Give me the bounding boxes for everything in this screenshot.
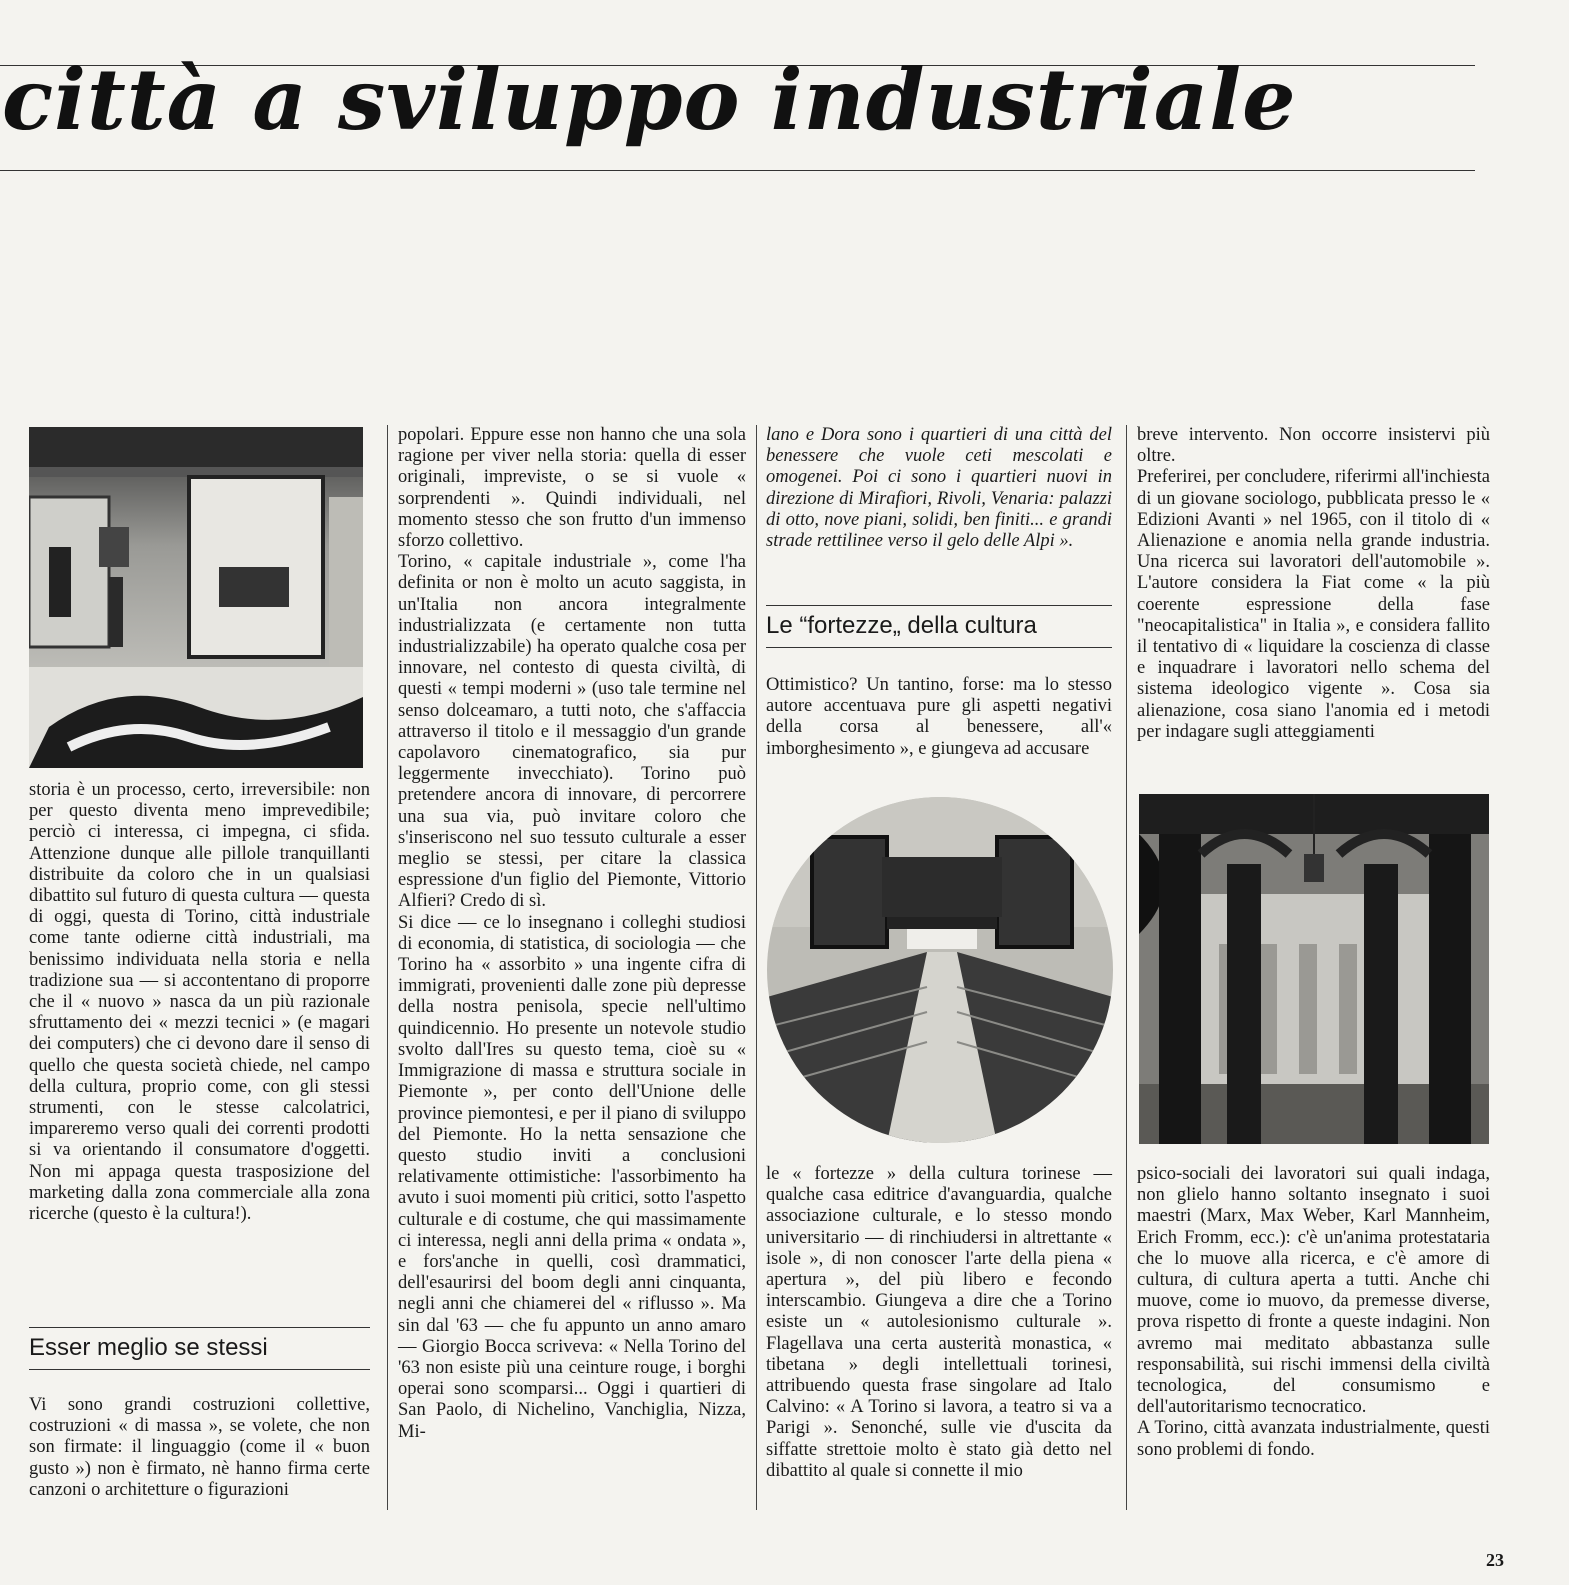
column-2	[398, 425, 746, 1443]
col4-paragraph-2: Preferirei, per concludere, riferirmi all'inchiesta di un giovane sociologo, pubblicata presso le « Edizioni Avanti » nel 1965, con il titolo di « Alienazione e anomia nella grande industria. Una ricerca sui lavoratori dell'automobile ». L'autore considera la Fiat come « la più coerente espressione della fase "neocapitalistica" in Italia », e considera fallito il tentativo di « liquidare la coscienza di classe e inquadrare i lavoratori nello schema del sistema ideologico vigente ». Cosa sia alienazione, cosa siano l'anomia ed i metodi per indagare sugli atteggiamenti	[1137, 467, 1490, 742]
lecture-hall-photo	[767, 797, 1113, 1143]
column-3-bottom	[766, 1164, 1112, 1482]
col4-paragraph-1: breve intervento. Non occorre insistervi più oltre.	[1137, 425, 1490, 467]
exhibition-photo	[29, 427, 363, 768]
col4-paragraph-4: A Torino, città avanzata industrialmente, questi sono problemi di fondo.	[1137, 1418, 1490, 1460]
page-headline: città a sviluppo industriale	[2, 50, 1297, 149]
subhead-fortezze: Le “fortezze„ della cultura	[766, 605, 1112, 648]
column-1-bottom	[29, 1395, 370, 1501]
col2-paragraph-2: Torino, « capitale industriale », come l'ha definita or non è molto un acuto saggista, in un'Italia non ancora integralmente industrializzata (e certamente non tutta industrializzabile) ha operato qualche cosa per innovare, nel contesto di questa civiltà, di questi « tempi moderni » (uso tale termine nel senso dolceamaro, a tutti noto, che s'affaccia attraverso il titolo e il messaggio d'un grande capolavoro cinematografico, sia pur leggermente invecchiato). Torino può pretendere ancora di innovare, di percorrere una sua via, può invitare coloro che s'inseriscono nel suo tessuto culturale a esser meglio se stessi, per citare la classica espressione d'un figlio del Piemonte, Vittorio Alfieri? Credo di sì.	[398, 552, 746, 912]
col2-paragraph-1: popolari. Eppure esse non hanno che una sola ragione per viver nella storia: quella di esser originali, impreviste, o se si vuole « sorprendenti ». Quindi individuali, nel momento stesso che son frutto d'un immenso sforzo collettivo.	[398, 425, 746, 552]
column-rule-1	[387, 425, 388, 1510]
column-rule-2	[756, 425, 757, 1510]
col1-paragraph-1: storia è un processo, certo, irreversibile: non per questo diventa meno imprevedibile; perciò ci interessa, ci impegna, ci sfida. Attenzione dunque alle pillole tranquillanti distribuite da coloro che in un qualsiasi dibattito sul futuro di questa cultura — questa di oggi, questa di Torino, città industriale come tante odierne città industriali, ma benissimo individuata nella storia e nella tradizione sua — si accontentano di proporre che il « nuovo » nasca da un più razionale sfruttamento dei « mezzi tecnici » (e magari dei computers) che ci devono dare il senso di quello che questa società chiede, nel campo della cultura, proprio come, con gli stessi strumenti, con le stesse calcolatrici, impareremo verso quali dei correnti prodotti si va orientando il consumatore d'oggetti. Non mi appaga questa trasposizione del marketing dalla zona commerciale alla zona ricerche (questo è la cultura!).	[29, 780, 370, 1225]
col1-paragraph-2: Vi sono grandi costruzioni collettive, costruzioni « di massa », se volete, che non son firmate: il linguaggio (come il « buon gusto ») non è firmato, nè hanno firma certe canzoni o architetture o figurazioni	[29, 1395, 370, 1500]
column-3-mid	[766, 675, 1112, 760]
column-rule-3	[1126, 425, 1127, 1510]
col3-paragraph-2: Ottimistico? Un tantino, forse: ma lo stesso autore accentuava pure gli aspetti negativi della corsa al benessere, all'« imborghesimento », e giungeva ad accusare	[766, 675, 1112, 759]
subhead-esser-meglio: Esser meglio se stessi	[29, 1327, 370, 1370]
courtyard-arcade-photo	[1139, 794, 1489, 1144]
col2-paragraph-3: Si dice — ce lo insegnano i colleghi studiosi di economia, di statistica, di sociologia — che Torino ha « assorbito » una ingente cifra di immigrati, provenienti dalle zone più depresse della nostra penisola, specie nell'ultimo quindicennio. Ho presente un notevole studio svolto dall'Ires su questo tema, cioè su « Immigrazione di massa e struttura sociale in Piemonte », per conto dell'Unione delle province piemontesi, e per il piano di sviluppo del Piemonte. Ho la netta sensazione che questo studio inviti a conclusioni relativamente ottimistiche: l'assorbimento ha avuto i suoi momenti più critici, sotto l'aspetto culturale e di costume, che qui massimamente ci interessa, negli anni della prima « ondata », e fors'anche in quelli, così drammatici, dell'esaurirsi del boom degli anni cinquanta, negli anni che chiamerei del « riflusso ». Ma sin dal '63 — che fu appunto un anno amaro — Giorgio Bocca scriveva: « Nella Torino del '63 non esiste più una ceinture rouge, i borghi operai sono scomparsi... Oggi i quartieri di San Paolo, di Nichelino, Vanchiglia, Nizza, Mi-	[398, 912, 746, 1442]
column-4-top	[1137, 425, 1490, 743]
page-number: 23	[1486, 1550, 1504, 1570]
column-3-top	[766, 425, 1112, 552]
col3-paragraph-1: lano e Dora sono i quartieri di una città del benessere che vuole ceti mescolati e omogenei. Poi ci sono i quartieri nuovi in direzione di Mirafiori, Rivoli, Venaria: palazzi di otto, nove piani, solidi, ben finiti... e grandi strade rettilinee verso il gelo delle Alpi ».	[766, 425, 1112, 552]
col4-paragraph-3: psico-sociali dei lavoratori sui quali indaga, non glielo hanno soltanto insegnato i suoi maestri (Marx, Max Weber, Karl Mannheim, Erich Fromm, ecc.): c'è un'anima protestataria che lo muove alla ricerca, e c'è amore di cultura, di cultura aperta a tutti. Anche chi muove, come io muovo, da premesse diverse, prova rispetto di fronte a queste indagini. Non avremo mai meditato abbastanza sulle responsabilità, sui rischi immensi della civiltà tecnologica, del consumismo e dell'autoritarismo tecnocratico.	[1137, 1164, 1490, 1418]
column-4-bottom	[1137, 1164, 1490, 1461]
column-1-top	[29, 780, 370, 1225]
col3-paragraph-3: le « fortezze » della cultura torinese — qualche casa editrice d'avanguardia, qualche associazione culturale, e lo stesso mondo universitario — di rinchiudersi in altrettante « isole », di non conoscer l'arte della piena « apertura », del più libero e fecondo interscambio. Giungeva a dire che a Torino esiste un « autolesionismo culturale ». Flagellava una certa austerità monastica, « tibetana » degli intellettuali torinesi, attribuendo questa frase singolare ad Italo Calvino: « A Torino si lavora, a teatro si va a Parigi ». Senonché, sulle vie d'uscita da siffatte strettoie molto è stato già detto nel dibattito al quale si connette il mio	[766, 1164, 1112, 1481]
headline-rule-bottom	[0, 170, 1475, 171]
